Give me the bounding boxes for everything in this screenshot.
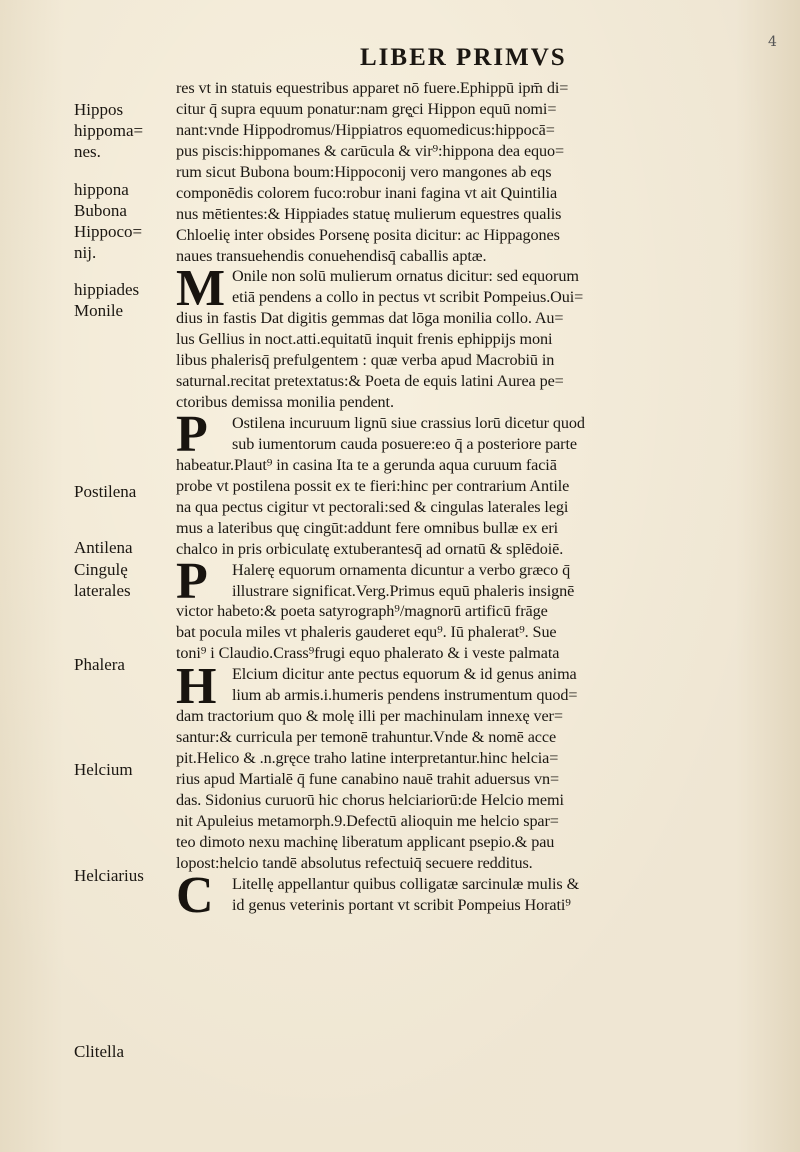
- page-title: LIBER PRIMVS: [360, 44, 567, 71]
- text-line: chalco in pris orbiculatę extuberantesq̄ ad ornatū & splēdoiē.: [176, 539, 564, 558]
- text-line: Elcium dicitur ante pectus equorum & id genus anima: [232, 665, 577, 684]
- margin-note: Clitella: [74, 1042, 125, 1061]
- text-line: nus mētientes:& Hippiades statuę mulierum equestres qualis: [176, 204, 562, 223]
- text-line: id genus veterinis portant vt scribit Pompeius Horati⁹: [232, 895, 571, 914]
- text-line: das. Sidonius curuorū hic chorus helciariorū:de Helcio memi: [176, 790, 564, 809]
- margin-note: laterales: [74, 581, 131, 600]
- margin-note: nij.: [74, 243, 97, 262]
- text-line: citur q̄ supra equum ponatur:nam grę̨ci Hippon equū nomi=: [176, 99, 557, 118]
- decorated-initial: P: [176, 406, 208, 464]
- text-line: probe vt postilena possit ex te fieri:hinc per contrarium Antile: [176, 476, 570, 495]
- text-line: etiā pendens a collo in pectus vt scribit Pompeius.Oui=: [232, 288, 584, 307]
- text-line: dam tractorium quo & molę illi per machinulam innexę ver=: [176, 707, 563, 726]
- decorated-initial: H: [176, 657, 217, 715]
- decorated-initial: C: [176, 867, 214, 925]
- margin-note: nes.: [74, 142, 101, 161]
- page-corner-mark: 4: [768, 34, 777, 50]
- text-line: Ostilena incuruum lignū siue crassius lorū dicetur quod: [232, 414, 585, 432]
- text-line: lus Gellius in noct.atti.equitatū inquit frenis ephippijs moni: [176, 330, 553, 349]
- text-line: victor habeto:& poeta satyrograph⁹/magnorū artificū frāge: [176, 602, 548, 621]
- margin-note: Helcium: [74, 760, 133, 779]
- margin-note: Phalera: [74, 655, 125, 674]
- decorated-initial: P: [176, 552, 208, 610]
- margin-note: Antilena: [74, 538, 133, 557]
- margin-note: hippoma=: [74, 121, 144, 140]
- text-line: pus piscis:hippomanes & carūcula & vir⁹:hippona dea equo=: [176, 141, 565, 160]
- text-line: rum sicut Bubona boum:Hippoconij vero mangones ab eqs: [176, 162, 552, 181]
- margin-note: Hippos: [74, 100, 124, 119]
- margin-note: Hippoco=: [74, 222, 143, 241]
- text-line: na qua pectus cigitur vt pectorali:sed & cingulas laterales legi: [176, 497, 569, 516]
- text-line: lopost:helcio tandē absolutus refectuiq̄ secuere redditus.: [176, 853, 533, 872]
- text-line: nit Apuleius metamorph.9.Defectū alioquin me helcio spar=: [176, 811, 559, 830]
- text-line: componēdis colorem fuco:robur inani fagina vt ait Quintilia: [176, 183, 558, 202]
- text-line: dius in fastis Dat digitis gemmas dat lōga monilia collo. Au=: [176, 309, 564, 328]
- text-line: Halerę equorum ornamenta dicuntur a verbo græco q̄: [232, 560, 571, 579]
- text-line: saturnal.recitat pretextatus:& Poeta de equis latini Aurea pe=: [176, 372, 564, 391]
- main-text-block: [176, 78, 748, 925]
- text-line: habeatur.Plaut⁹ in casina Ita te a gerunda aqua curuum faciā: [176, 455, 557, 474]
- text-line: mus a lateribus quę cingūt:addunt fere omnibus bullæ ex eri: [176, 518, 559, 537]
- margin-note: Helciarius: [74, 866, 144, 885]
- margin-note: Cingulę: [74, 560, 128, 579]
- decorated-initial: M: [176, 259, 226, 317]
- margin-note: hippiades: [74, 280, 140, 299]
- text-line: sub iumentorum cauda posuere:eo q̄ a posteriore parte: [232, 434, 577, 453]
- text-line: naues transuehendis conuehendisq̄ caballis aptæ.: [176, 246, 487, 265]
- text-line: Chloelię inter obsides Porsenę posita dicitur: ac Hippagones: [176, 225, 560, 244]
- margin-note: hippona: [74, 180, 129, 199]
- text-line: Onile non solū mulierum ornatus dicitur: sed equorum: [232, 267, 579, 286]
- margin-note: Monile: [74, 301, 124, 320]
- text-line: nant:vnde Hippodromus/Hippiatros equomedicus:hippocā=: [176, 120, 555, 139]
- text-line: rius apud Martialē q̄ fune canabino nauē trahit aduersus vn=: [176, 769, 560, 788]
- text-line: santur:& curricula per temonē trahuntur.Vnde & nomē acce: [176, 728, 557, 747]
- text-line: teo dimoto nexu machinę liberatum applicant psepio.& pau: [176, 832, 555, 851]
- margin-note: Postilena: [74, 482, 137, 501]
- text-line: Litellę appellantur quibus colligatæ sarcinulæ mulis &: [232, 874, 580, 893]
- text-line: libus phalerisq̄ prefulgentem : quæ verba apud Macrobiū in: [176, 351, 555, 370]
- text-line: illustrare significat.Verg.Primus equū phaleris insignē: [232, 581, 575, 600]
- margin-note: Bubona: [74, 201, 127, 220]
- text-line: toni⁹ i Claudio.Crass⁹frugi equo phalerato & i veste palmata: [176, 644, 560, 663]
- text-line: lium ab armis.i.humeris pendens instrumentum quod=: [232, 686, 578, 705]
- text-line: res vt in statuis equestribus apparet nō fuere.Ephippū ipm̄ di=: [176, 79, 569, 97]
- text-line: pit.Helico & .n.gręce traho latine interpretantur.hinc helcia=: [176, 749, 559, 767]
- text-line: bat pocula miles vt phaleris gauderet equ⁹. Iū phalerat⁹. Sue: [176, 623, 557, 642]
- text-line: ctoribus demissa monilia pendent.: [176, 393, 394, 412]
